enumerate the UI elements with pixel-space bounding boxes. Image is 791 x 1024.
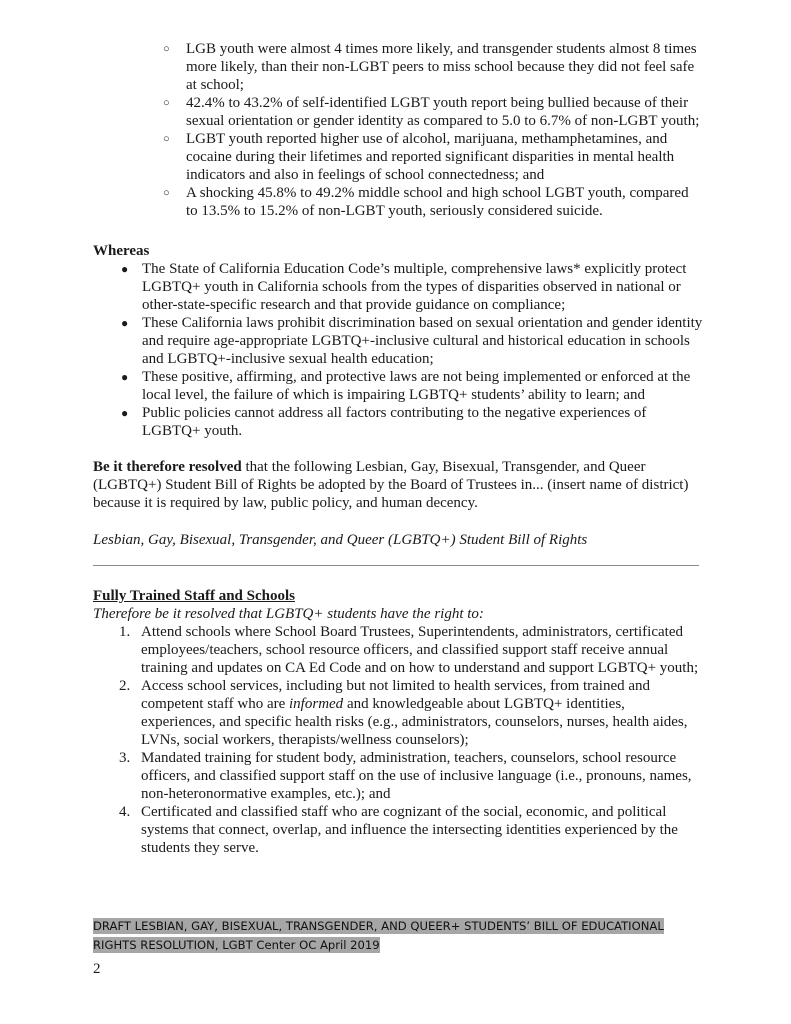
rights-list [119,623,703,857]
disc-bullet-icon: ● [121,370,129,384]
disc-bullet-icon: ● [121,406,129,420]
disc-bullet-icon: ● [121,262,129,276]
page-number: 2 [93,961,101,977]
list-item: ○ A shocking 45.8% to 49.2% middle school and high school LGBT youth, compared to 13.5% to 15.2% of non-LGBT youth, seriously considered suicide. [163,185,689,219]
list-item: ● The State of California Education Code’s multiple, comprehensive laws* explicitly protect LGBTQ+ youth in California schools from the types of disparities observed in national or other-state-specific research and that provide guidance on compliance; [121,261,687,313]
list-item: 2. Access school services, including but not limited to health services, from trained and competent staff who are informed and knowledgeable about LGBTQ+ identities, experiences, and specific health risks (e.g., administrators, counselors, nurses, health aides, LVNs, social workers, therapists/wellness counselors); [119,678,688,748]
document-page [93,40,703,857]
footer-line-2: RIGHTS RESOLUTION, LGBT Center OC April 2019 [93,938,380,952]
list-item: ● These positive, affirming, and protective laws are not being implemented or enforced at the local level, the failure of which is impairing LGBTQ+ students’ ability to learn; and [121,369,691,403]
list-item: 3. Mandated training for student body, administration, teachers, counselors, school resource officers, and classified support staff on the use of inclusive language (i.e., pronouns, names, non-heteronormative examples, etc.); and [119,750,692,802]
list-item: 1. Attend schools where School Board Trustees, Superintendents, administrators, certificated employees/teachers, school resource officers, and classified support staff receive annual training and updates on CA Ed Code and on how to understand and support LGBTQ+ youth; [119,624,699,676]
footer-line-1: DRAFT LESBIAN, GAY, BISEXUAL, TRANSGENDER, AND QUEER+ STUDENTS’ BILL OF EDUCATIONAL [93,919,664,933]
resolution-lead: Be it therefore resolved [93,459,242,475]
circle-bullet-icon: ○ [163,133,170,145]
circle-bullet-icon: ○ [163,97,170,109]
list-item: ○ 42.4% to 43.2% of self-identified LGBT youth report being bullied because of their sexual orientation or gender identity as compared to 5.0 to 6.7% of non-LGBT youth; [163,95,700,129]
whereas-heading: Whereas [93,243,150,259]
resolution-paragraph: Be it therefore resolved that the following Lesbian, Gay, Bisexual, Transgender, and Queer (LGBTQ+) Student Bill of Rights be adopted by the Board of Trustees in... (insert name of district) because it is required by law, public policy, and human decency. [93,459,689,511]
list-item: 4. Certificated and classified staff who are cognizant of the social, economic, and political systems that connect, overlap, and influence the intersecting identities experienced by the students they serve. [119,804,678,856]
section-intro: Therefore be it resolved that LGBTQ+ students have the right to: [93,606,484,622]
statistics-list [163,40,703,220]
emphasis-informed: informed [289,696,344,712]
whereas-list [123,260,703,440]
page-footer [93,917,664,955]
list-item: ○ LGB youth were almost 4 times more likely, and transgender students almost 8 times more likely, than their non-LGBT peers to miss school because they did not feel safe at school; [163,41,697,93]
list-item: ● These California laws prohibit discrimination based on sexual orientation and gender identity and require age-appropriate LGBTQ+-inclusive cultural and historical education in schools and LGBTQ+-inclusive sexual health education; [121,315,703,367]
bill-title: Lesbian, Gay, Bisexual, Transgender, and Queer (LGBTQ+) Student Bill of Rights [93,532,588,548]
circle-bullet-icon: ○ [163,43,170,55]
disc-bullet-icon: ● [121,316,129,330]
list-item: ● Public policies cannot address all factors contributing to the negative experiences of LGBTQ+ youth. [121,405,647,439]
list-item: ○ LGBT youth reported higher use of alcohol, marijuana, methamphetamines, and cocaine during their lifetimes and reported significant disparities in mental health indicators and also in feelings of school connectedness; and [163,131,675,183]
circle-bullet-icon: ○ [163,187,170,199]
divider [93,565,699,566]
section-heading: Fully Trained Staff and Schools [93,588,295,604]
